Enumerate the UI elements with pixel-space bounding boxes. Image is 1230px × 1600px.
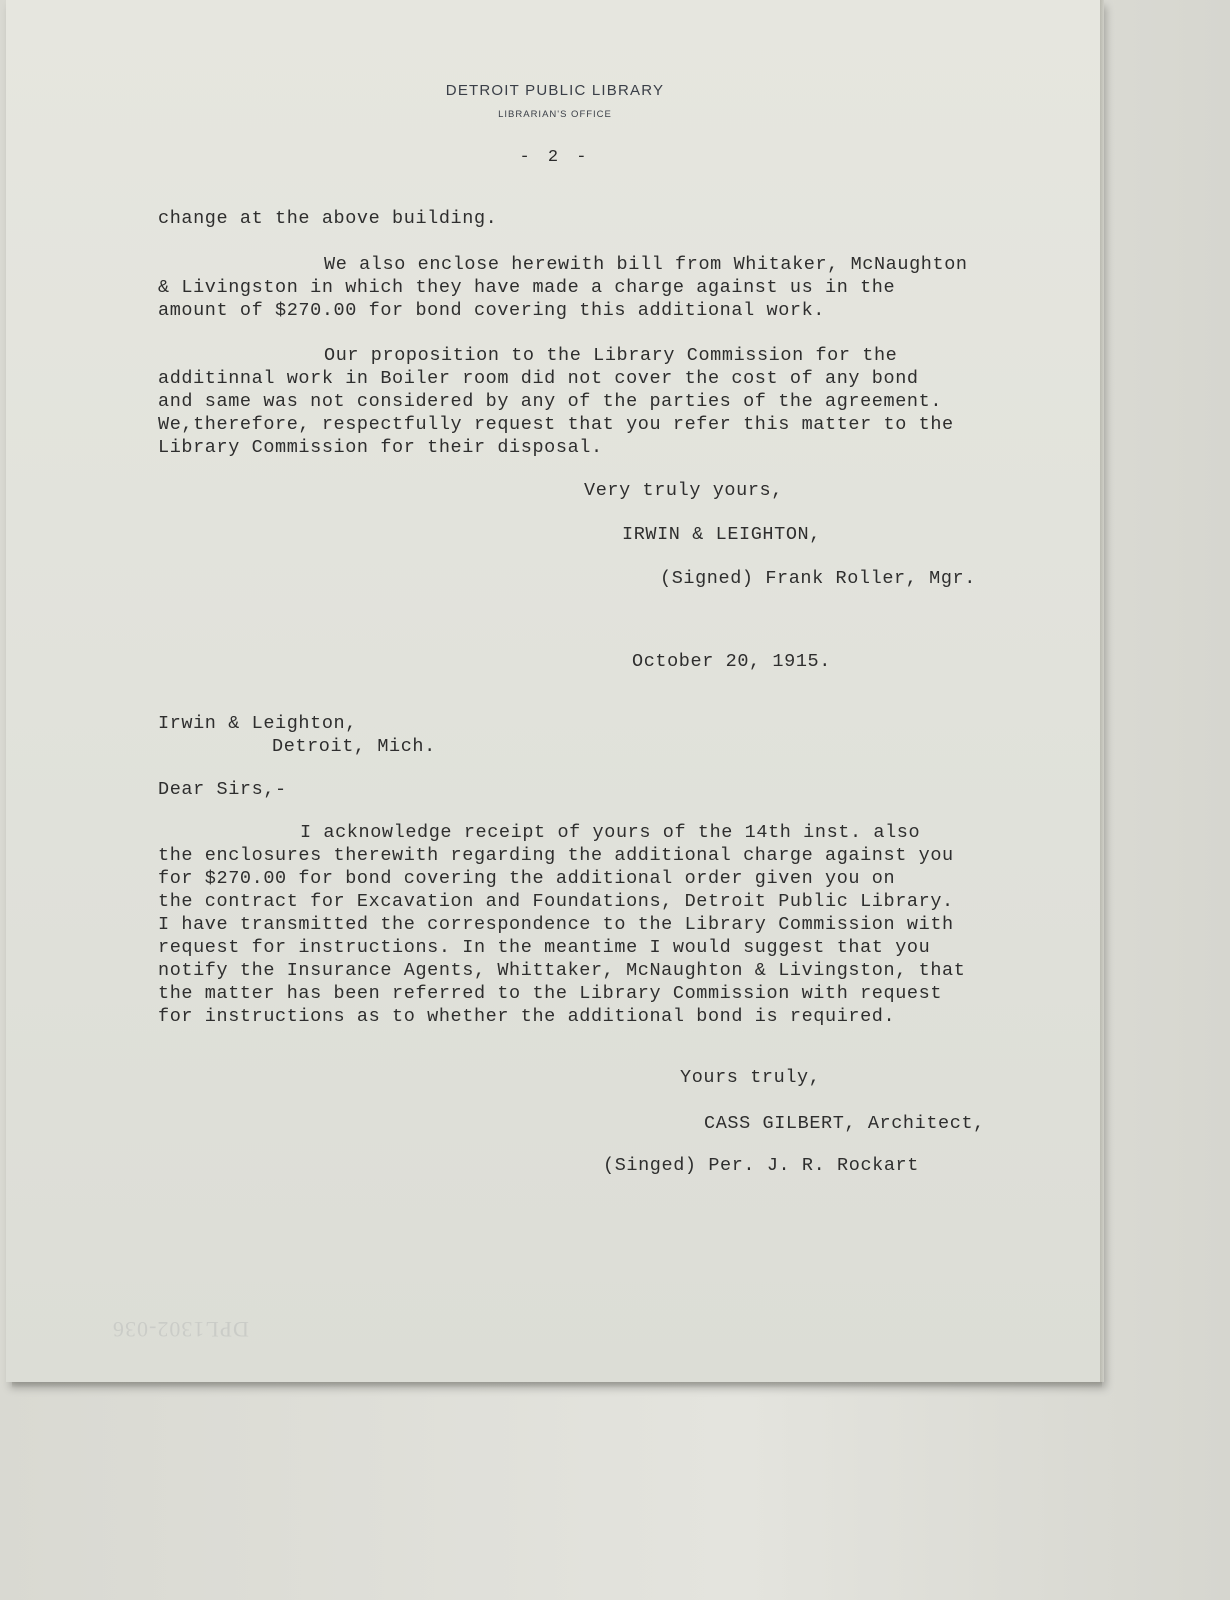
letter1-line: change at the above building. xyxy=(158,208,498,229)
page-shadow xyxy=(12,1382,1102,1388)
page-number: - 2 - xyxy=(519,148,591,167)
letter2-line: for instructions as to whether the additional bond is required. xyxy=(158,1006,896,1027)
letter2-line: the matter has been referred to the Library Commission with request xyxy=(158,983,943,1004)
letter1-line: We also enclose herewith bill from Whitaker, McNaughton xyxy=(324,254,968,275)
letter2-line: I have transmitted the correspondence to the Library Commission with xyxy=(158,914,954,935)
letter1-line: and same was not considered by any of the parties of the agreement. xyxy=(158,391,943,412)
letter1-line: We,therefore, respectfully request that you refer this matter to the xyxy=(158,414,954,435)
letter1-line: Library Commission for their disposal. xyxy=(158,437,603,458)
letter2-line: request for instructions. In the meantime I would suggest that you xyxy=(158,937,931,958)
letter2-line: I acknowledge receipt of yours of the 14th inst. also xyxy=(300,822,921,843)
letter1-closing: Very truly yours, xyxy=(584,480,783,501)
letterhead-subtitle: LIBRARIAN'S OFFICE xyxy=(498,109,612,120)
letter2-line: notify the Insurance Agents, Whittaker, McNaughton & Livingston, that xyxy=(158,960,966,981)
letter2-address-line: Irwin & Leighton, xyxy=(158,713,357,734)
letter2-date: October 20, 1915. xyxy=(632,651,831,672)
letter2-line: the enclosures therewith regarding the additional charge against you xyxy=(158,845,954,866)
letter2-signature: (Singed) Per. J. R. Rockart xyxy=(603,1155,919,1176)
letter1-company: IRWIN & LEIGHTON, xyxy=(622,524,821,545)
archive-stamp: DPL1302-036 xyxy=(112,1317,249,1342)
letter2-salutation: Dear Sirs,- xyxy=(158,779,287,800)
letter1-line: amount of $270.00 for bond covering this additional work. xyxy=(158,300,826,321)
letter1-line: additinnal work in Boiler room did not cover the cost of any bond xyxy=(158,368,919,389)
letter2-line: for $270.00 for bond covering the additional order given you on xyxy=(158,868,896,889)
letter1-line: Our proposition to the Library Commission for the xyxy=(324,345,898,366)
letter2-closing: Yours truly, xyxy=(680,1067,821,1088)
page-edge xyxy=(1100,0,1104,1382)
letter2-line: the contract for Excavation and Foundations, Detroit Public Library. xyxy=(158,891,954,912)
letter1-line: & Livingston in which they have made a charge against us in the xyxy=(158,277,896,298)
letter2-address-line: Detroit, Mich. xyxy=(272,736,436,757)
letter2-company: CASS GILBERT, Architect, xyxy=(704,1113,985,1134)
letter1-signature: (Signed) Frank Roller, Mgr. xyxy=(660,568,976,589)
letterhead-title: DETROIT PUBLIC LIBRARY xyxy=(445,82,665,99)
